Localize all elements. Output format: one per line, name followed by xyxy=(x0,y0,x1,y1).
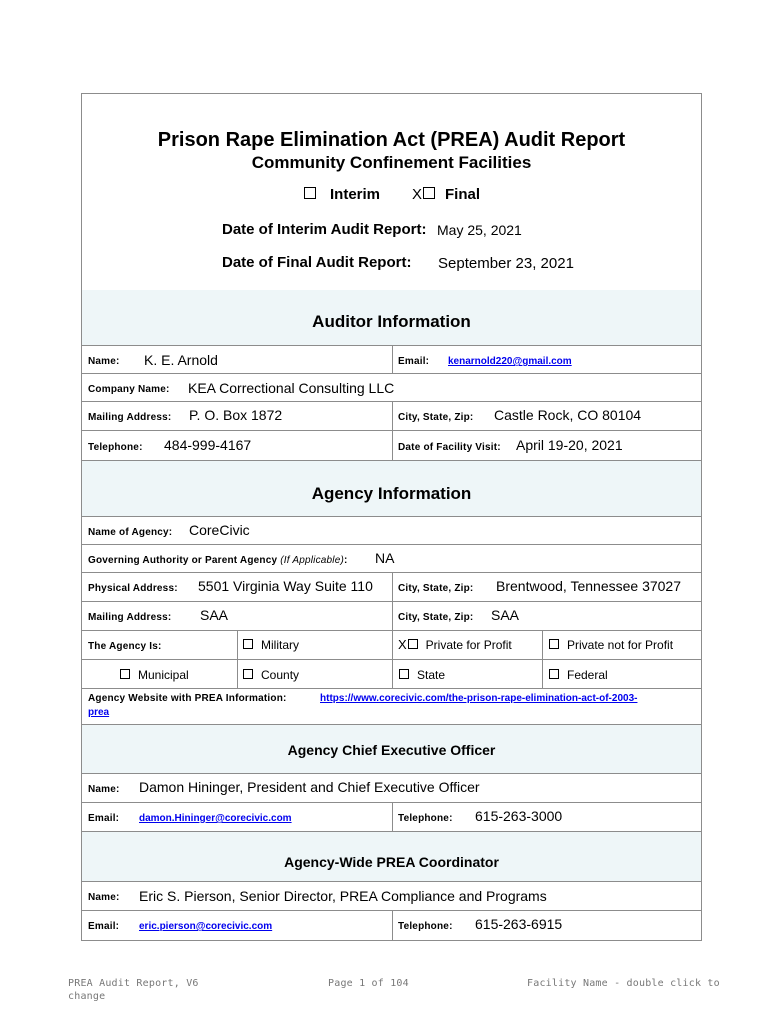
visit-date-label: Date of Facility Visit: xyxy=(398,442,501,453)
private-for-profit-option[interactable] xyxy=(398,637,512,652)
private-not-for-profit-option[interactable] xyxy=(549,638,673,652)
county-option[interactable] xyxy=(243,668,299,682)
coordinator-name-label: Name: xyxy=(88,892,120,903)
footer-left-line2: change xyxy=(68,991,106,1002)
coordinator-email-label: Email: xyxy=(88,921,120,932)
auditor-email-link[interactable]: kenarnold220@gmail.com xyxy=(448,356,572,367)
divider xyxy=(392,573,393,601)
divider xyxy=(237,631,238,659)
final-checked-mark: X xyxy=(412,186,423,203)
checkbox-icon xyxy=(549,669,559,679)
physical-address-row xyxy=(82,573,701,602)
coordinator-telephone-value: 615-263-6915 xyxy=(475,916,563,932)
divider xyxy=(392,431,393,460)
federal-label: Federal xyxy=(567,668,608,682)
auditor-address-row xyxy=(82,402,701,431)
coordinator-email-link[interactable]: eric.pierson@corecivic.com xyxy=(139,921,273,932)
ceo-telephone-label: Telephone: xyxy=(398,813,453,824)
final-option[interactable] xyxy=(412,186,480,203)
ceo-email-label: Email: xyxy=(88,813,120,824)
agency-heading: Agency Information xyxy=(311,484,472,503)
county-label: County xyxy=(261,668,300,682)
interim-date-label: Date of Interim Audit Report: xyxy=(222,221,427,238)
interim-date-value: May 25, 2021 xyxy=(437,222,522,238)
governing-authority-value: NA xyxy=(375,550,395,566)
divider xyxy=(392,803,393,831)
checkbox-icon xyxy=(423,187,435,199)
checkbox-icon xyxy=(549,639,559,649)
divider xyxy=(392,911,393,941)
footer-facility-name[interactable]: Facility Name - double click to xyxy=(527,978,720,989)
coordinator-heading: Agency-Wide PREA Coordinator xyxy=(284,854,499,870)
coordinator-contact-row xyxy=(82,911,701,941)
auditor-name-value: K. E. Arnold xyxy=(144,352,218,368)
agency-mailing-value: SAA xyxy=(200,607,229,623)
city-state-zip-label: City, State, Zip: xyxy=(398,412,474,423)
agency-website-label: Agency Website with PREA Information: xyxy=(88,693,287,704)
state-label: State xyxy=(417,668,446,682)
military-option[interactable] xyxy=(243,638,299,652)
divider xyxy=(392,402,393,430)
city-state-zip-value: Castle Rock, CO 80104 xyxy=(494,407,642,423)
audit-report-page xyxy=(81,93,702,941)
divider xyxy=(392,346,393,373)
ceo-section-header xyxy=(82,725,701,774)
divider xyxy=(392,602,393,630)
mailing-city-state-zip-label: City, State, Zip: xyxy=(398,612,474,623)
governing-authority-label xyxy=(88,555,348,566)
state-option[interactable] xyxy=(399,668,445,682)
divider xyxy=(392,660,393,688)
coordinator-name-row xyxy=(82,882,701,911)
mailing-address-value: P. O. Box 1872 xyxy=(189,407,283,423)
report-subtitle: Community Confinement Facilities xyxy=(251,153,532,172)
if-applicable-note: (If Applicable) xyxy=(280,555,345,566)
ceo-contact-row xyxy=(82,803,701,832)
coordinator-section-header xyxy=(82,832,701,882)
visit-date-value: April 19-20, 2021 xyxy=(516,437,623,453)
private-for-profit-label: Private for Profit xyxy=(425,638,512,652)
agency-website-row xyxy=(82,689,701,725)
agency-name-row xyxy=(82,517,701,545)
ceo-name-value: Damon Hininger, President and Chief Executive Officer xyxy=(139,779,480,795)
checkbox-icon xyxy=(243,669,253,679)
telephone-value: 484-999-4167 xyxy=(164,437,252,453)
ceo-name-row xyxy=(82,774,701,803)
auditor-heading: Auditor Information xyxy=(312,312,471,331)
telephone-label: Telephone: xyxy=(88,442,143,453)
interim-option[interactable] xyxy=(304,186,380,203)
physical-address-value: 5501 Virginia Way Suite 110 xyxy=(198,578,373,594)
footer-left-line1: PREA Audit Report, V6 xyxy=(68,978,199,989)
auditor-section-header xyxy=(82,290,701,346)
final-date-label: Date of Final Audit Report: xyxy=(222,254,412,271)
physical-city-state-zip-label: City, State, Zip: xyxy=(398,583,474,594)
governing-authority-row xyxy=(82,545,701,573)
divider xyxy=(392,631,393,659)
agency-mailing-label: Mailing Address: xyxy=(88,612,172,623)
divider xyxy=(237,660,238,688)
governing-authority-text: Governing Authority or Parent Agency xyxy=(88,555,278,566)
ceo-telephone-value: 615-263-3000 xyxy=(475,808,563,824)
checkbox-icon xyxy=(304,187,316,199)
final-label: Final xyxy=(445,186,481,203)
auditor-email-label: Email: xyxy=(398,356,430,367)
ceo-email-link[interactable]: damon.Hininger@corecivic.com xyxy=(139,813,292,824)
mailing-address-label: Mailing Address: xyxy=(88,412,172,423)
agency-type-row-2 xyxy=(82,660,701,689)
auditor-phone-row xyxy=(82,431,701,461)
agency-website-link-line1[interactable]: https://www.corecivic.com/the-prison-rape-elimination-act-of-2003- xyxy=(320,693,638,704)
divider xyxy=(542,660,543,688)
municipal-option[interactable] xyxy=(120,668,189,682)
auditor-company-row xyxy=(82,374,701,402)
divider xyxy=(542,631,543,659)
final-date-value: September 23, 2021 xyxy=(438,255,574,272)
report-title: Prison Rape Elimination Act (PREA) Audit Report xyxy=(157,129,626,151)
military-label: Military xyxy=(261,638,299,652)
private-not-for-profit-label: Private not for Profit xyxy=(567,638,674,652)
footer-page-number: Page 1 of 104 xyxy=(328,978,409,989)
ceo-name-label: Name: xyxy=(88,784,120,795)
company-name-label: Company Name: xyxy=(88,384,170,395)
agency-type-row-1 xyxy=(82,631,701,660)
municipal-label: Municipal xyxy=(138,668,189,682)
checkbox-icon xyxy=(120,669,130,679)
agency-is-label: The Agency Is: xyxy=(88,641,162,652)
mailing-city-state-zip-value: SAA xyxy=(491,607,520,623)
checked-mark: X xyxy=(398,637,407,652)
report-header xyxy=(82,94,701,291)
agency-website-link-line2[interactable]: prea xyxy=(88,707,110,718)
company-name-value: KEA Correctional Consulting LLC xyxy=(188,380,395,396)
agency-mailing-row xyxy=(82,602,701,631)
coordinator-telephone-label: Telephone: xyxy=(398,921,453,932)
physical-city-state-zip-value: Brentwood, Tennessee 37027 xyxy=(496,578,681,594)
checkbox-icon xyxy=(408,639,418,649)
interim-label: Interim xyxy=(330,186,381,203)
agency-section-header xyxy=(82,461,701,517)
checkbox-icon xyxy=(399,669,409,679)
agency-name-value: CoreCivic xyxy=(189,522,250,538)
federal-option[interactable] xyxy=(549,668,608,682)
agency-name-label: Name of Agency: xyxy=(88,527,173,538)
auditor-name-label: Name: xyxy=(88,356,120,367)
ceo-heading: Agency Chief Executive Officer xyxy=(287,742,496,758)
coordinator-name-value: Eric S. Pierson, Senior Director, PREA Compliance and Programs xyxy=(139,888,547,904)
label-colon: : xyxy=(344,555,348,566)
checkbox-icon xyxy=(243,639,253,649)
physical-address-label: Physical Address: xyxy=(88,583,178,594)
auditor-name-row xyxy=(82,346,701,374)
